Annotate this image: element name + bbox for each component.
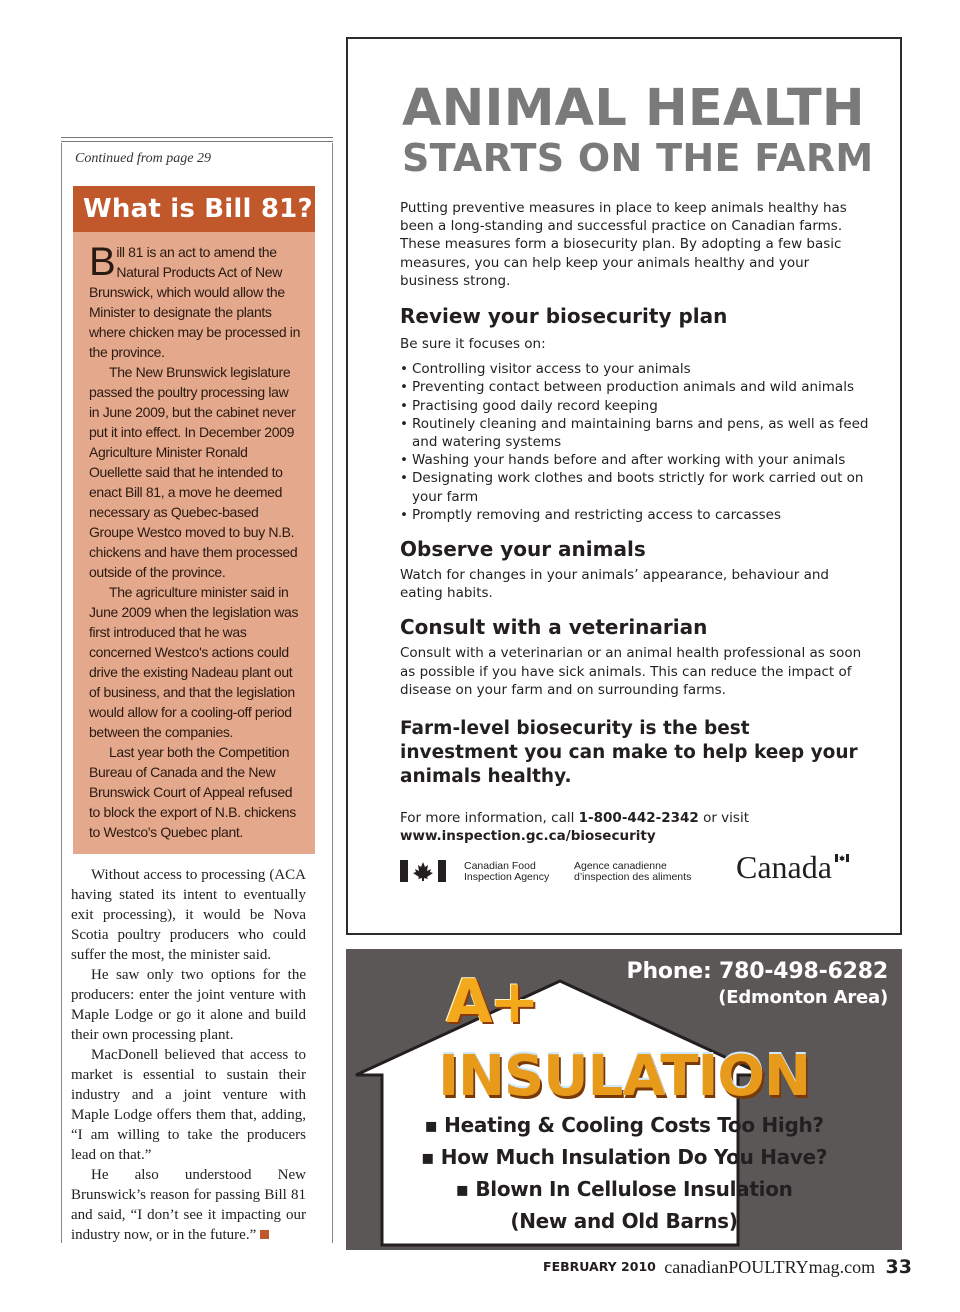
top-rule-2 <box>61 141 333 142</box>
ad-headline <box>402 79 874 180</box>
agency-name-fr-line: Agence canadienne <box>574 860 667 872</box>
article-text <box>71 865 306 1245</box>
service-list <box>410 1109 838 1237</box>
canada-wordmark: Canada <box>736 849 832 885</box>
canada-flag-icon <box>400 860 446 882</box>
logo-wordmark: INSULATION <box>438 1044 810 1109</box>
agency-name-en-line: Canadian Food <box>464 860 536 872</box>
list-item: • Designating work clothes and boots strictly for work carried out on your farm <box>400 469 870 505</box>
article-paragraph: He saw only two options for the producers: enter the joint venture with Maple Lodge or go it alone and build their own processing plant. <box>71 967 306 1043</box>
section-text: Consult with a veterinarian or an animal health professional as soon as possible if you have sick animals. This can reduce the impact of disease on your farm and on surrounding farms. <box>400 645 862 698</box>
section-text: Watch for changes in your animals’ appearance, behaviour and eating habits. <box>400 567 829 602</box>
page-number: 33 <box>885 1256 912 1278</box>
service-area: (Edmonton Area) <box>718 987 888 1008</box>
ad-body <box>400 199 870 845</box>
list-item: • Washing your hands before and after working with your animals <box>400 451 870 469</box>
section-heading-review: Review your biosecurity plan <box>400 304 728 329</box>
biosecurity-list <box>400 360 870 524</box>
insulation-advertisement <box>346 949 902 1250</box>
article-paragraph <box>71 1165 306 1245</box>
list-item: • Preventing contact between production animals and wild animals <box>400 378 870 396</box>
agency-name-english <box>464 861 549 883</box>
sidebar-paragraph <box>89 242 301 362</box>
magazine-website[interactable]: canadianPOULTRYmag.com <box>664 1257 876 1277</box>
agency-name-french <box>574 861 691 883</box>
ad-headline-line1: ANIMAL HEALTH <box>402 79 865 138</box>
sidebar-box <box>73 232 315 854</box>
list-item: • Controlling visitor access to your animals <box>400 360 870 378</box>
contact-info <box>400 809 870 845</box>
top-rule <box>61 137 333 138</box>
agency-name-en-line: Inspection Agency <box>464 871 550 883</box>
continued-note: Continued from page 29 <box>75 151 211 166</box>
sidebar-paragraph: The New Brunswick legislature passed the poultry processing law in June 2009, but the cabinet never put it into effect. In December 2009 Agriculture Minister Ronald Ouellette said that he intended to enact Bill 81, a move he deemed necessary as Quebec-based Groupe Westco moved to buy N.B. chickens and have them processed outside of the province. <box>89 364 298 580</box>
agency-name-fr-line: d’inspection des aliments <box>574 871 692 883</box>
ad-slogan: Farm-level biosecurity is the best investment you can make to help keep your animals healthy. <box>400 718 858 788</box>
ad-intro: Putting preventive measures in place to keep animals healthy has been a long-standing and successful practice on Canadian farms. These measures form a biosecurity plan. By adopting a few basic measures, you can help keep your animals healthy and your business strong. <box>400 200 847 289</box>
service-item: ▪ Heating & Cooling Costs Too High? <box>424 1113 824 1137</box>
phone-block <box>627 959 888 1011</box>
logo-mark: A+ <box>446 967 537 1037</box>
list-item: • Practising good daily record keeping <box>400 397 870 415</box>
section-heading-observe: Observe your animals <box>400 537 646 562</box>
sidebar-title: What is Bill 81? <box>73 186 315 232</box>
section-lead: Be sure it focuses on: <box>400 336 546 353</box>
cfia-advertisement <box>346 37 902 935</box>
drop-cap: B <box>89 240 116 284</box>
end-mark-icon <box>260 1230 269 1239</box>
section-heading-consult: Consult with a veterinarian <box>400 615 708 640</box>
list-item: • Routinely cleaning and maintaining barns and pens, as well as feed and watering systems <box>400 415 870 451</box>
service-item: ▪ Blown In Cellulose Insulation <box>455 1177 793 1201</box>
contact-mid: or visit <box>698 810 749 827</box>
sidebar-paragraph: The agriculture minister said in June 2009 when the legislation was first introduced that he was concerned Westco's actions could drive the existing Nadeau plant out of business, and that the legislation would allow for a cooling-off period between the companies. <box>89 584 299 740</box>
page-footer <box>543 1256 912 1278</box>
service-item: ▪ How Much Insulation Do You Have? <box>420 1145 828 1169</box>
sidebar-paragraph-text: ill 81 is an act to amend the Natural Products Act of New Brunswick, which would allow the Minister to designate the plants where chicken may be processed in the province. <box>89 244 301 360</box>
contact-prefix: For more information, call <box>400 810 579 827</box>
ad-headline-line2: STARTS ON THE FARM <box>402 136 874 180</box>
agency-signature <box>400 849 850 897</box>
wordmark-flag-icon <box>835 854 849 862</box>
issue-date: FEBRUARY 2010 <box>543 1259 656 1274</box>
article-paragraph-text: He also understood New Brunswick’s reason for passing Bill 81 and said, “I don’t see it impacting our industry now, or in the future.” <box>71 1167 306 1243</box>
contact-phone: 1-800-442-2342 <box>578 810 699 827</box>
sidebar-paragraph: Last year both the Competition Bureau of Canada and the New Brunswick Court of Appeal refused to block the export of N.B. chickens to Westco's Quebec plant. <box>89 744 296 840</box>
article-paragraph: Without access to processing (ACA having stated its intent to eventually exit processing), it would be Nova Scotia poultry producers who could suffer the most, the minister said. <box>71 867 306 963</box>
contact-url[interactable]: www.inspection.gc.ca/biosecurity <box>400 828 656 845</box>
service-item: (New and Old Barns) <box>510 1209 738 1233</box>
list-item: • Promptly removing and restricting access to carcasses <box>400 506 870 524</box>
phone-number: Phone: 780-498-6282 <box>626 959 888 984</box>
article-paragraph: MacDonell believed that access to market is essential to sustain their industry and a joint venture with Maple Lodge offers them that, adding, “I am willing to take the producers lead on that.” <box>71 1047 306 1163</box>
